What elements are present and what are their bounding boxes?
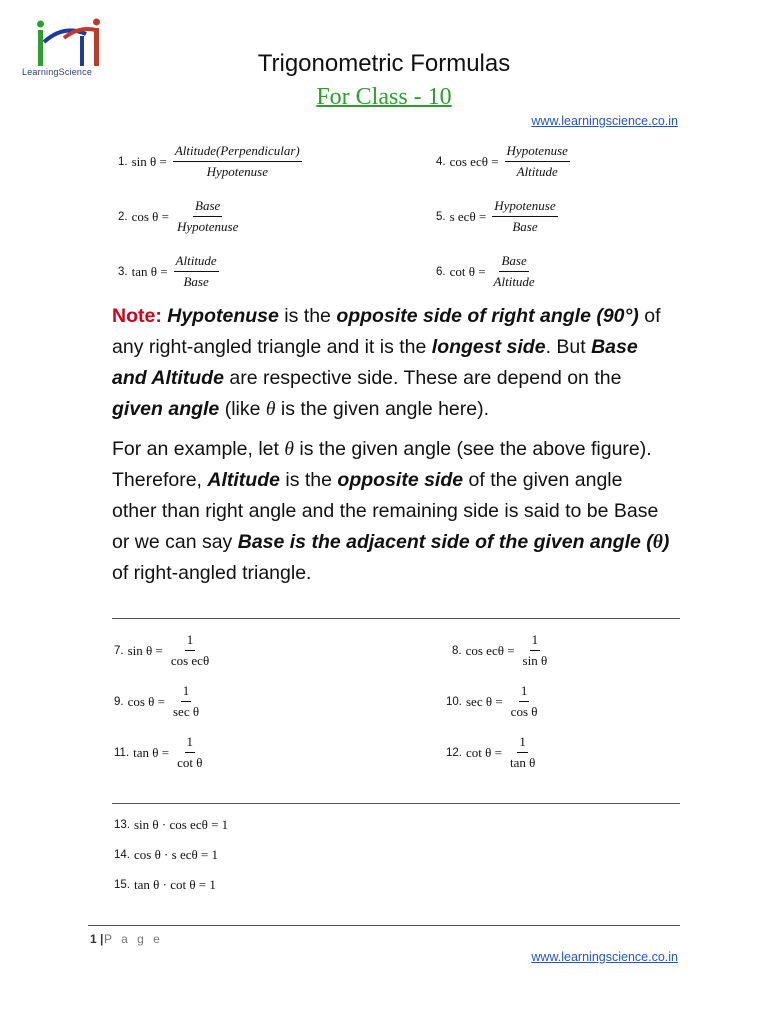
formula-4 <box>436 143 570 180</box>
note-paragraph <box>112 301 672 425</box>
numerator: Altitude(Perpendicular) <box>173 143 302 162</box>
term-opposite-side: opposite side <box>337 469 464 491</box>
text: (like <box>219 398 266 420</box>
formula-15 <box>114 877 216 893</box>
page-number: 1 | <box>90 932 104 946</box>
term-base-adjacent: Base is the adjacent side of the given angle ( <box>237 531 653 553</box>
formula-expression: cos θ · s ecθ = 1 <box>134 847 219 862</box>
text: are respective side. These are depend on the <box>223 367 622 389</box>
denominator: sec θ <box>172 704 200 719</box>
denominator: Altitude <box>516 164 558 179</box>
formula-lhs: cos ecθ = <box>449 153 499 169</box>
denominator: Hypotenuse <box>206 164 268 179</box>
numerator: 1 <box>185 734 196 753</box>
example-paragraph <box>112 434 672 589</box>
numerator: 1 <box>181 683 192 702</box>
formula-2 <box>118 198 240 235</box>
formula-lhs: cot θ = <box>449 263 486 279</box>
text: is the given angle (see the above figure). Therefore, <box>112 438 652 491</box>
formula-number: 9. <box>114 695 124 708</box>
numerator: Hypotenuse <box>492 198 557 217</box>
formula-1 <box>118 143 302 180</box>
formula-lhs: s ecθ = <box>449 208 487 224</box>
numerator: 1 <box>519 683 530 702</box>
numerator: Base <box>499 253 528 272</box>
text: of any right-angled triangle and it is the <box>112 305 661 358</box>
formula-lhs: sin θ = <box>127 642 163 658</box>
formula-number: 3. <box>118 265 128 278</box>
theta-symbol: θ <box>652 532 663 553</box>
formula-lhs: tan θ = <box>131 263 168 279</box>
formula-lhs: sin θ = <box>131 153 167 169</box>
formula-11 <box>114 734 204 771</box>
term-altitude: Altitude <box>207 469 280 491</box>
formula-expression: sin θ · cos ecθ = 1 <box>134 817 229 832</box>
page-title: Trigonometric Formulas <box>257 50 511 77</box>
numerator: Base <box>193 198 222 217</box>
numerator: Altitude <box>174 253 219 272</box>
formula-9 <box>114 683 201 720</box>
term-longest-side: longest side <box>431 336 546 358</box>
denominator: Base <box>512 219 538 234</box>
text: of the given angle other than right angle and the remaining side is said to be Base or we can say <box>112 469 659 553</box>
note-label: Note: <box>112 305 162 327</box>
formula-10 <box>446 683 539 720</box>
formula-8 <box>452 632 549 669</box>
formula-number: 10. <box>446 695 462 708</box>
numerator: 1 <box>185 632 196 651</box>
formula-12 <box>446 734 537 771</box>
formula-number: 11. <box>114 746 130 759</box>
term-base-altitude: Base and Altitude <box>112 336 638 389</box>
denominator: cos θ <box>510 704 538 719</box>
numerator: 1 <box>530 632 541 651</box>
divider-2 <box>112 803 680 804</box>
text: is the <box>279 469 338 491</box>
text: is the given angle here). <box>275 398 490 420</box>
numerator: Hypotenuse <box>505 143 570 162</box>
website-link-bottom[interactable]: www.learningscience.co.in <box>531 950 678 964</box>
formula-lhs: cos θ = <box>131 208 169 224</box>
formula-number: 6. <box>436 265 446 278</box>
text: ) <box>662 531 670 553</box>
formula-number: 5. <box>436 210 446 223</box>
formula-13 <box>114 817 228 833</box>
denominator: Hypotenuse <box>176 219 239 234</box>
formula-lhs: cos ecθ = <box>465 642 515 658</box>
formula-number: 1. <box>118 155 128 168</box>
text: of right-angled triangle. <box>112 562 312 584</box>
formula-6 <box>436 253 537 290</box>
text: is the <box>278 305 337 327</box>
formula-number: 14. <box>114 849 130 861</box>
page-word: P a g e <box>104 932 163 946</box>
denominator: cot θ <box>177 755 203 770</box>
website-link-top[interactable]: www.learningscience.co.in <box>531 114 678 128</box>
formula-lhs: tan θ = <box>133 744 170 760</box>
formula-lhs: cos θ = <box>127 693 165 709</box>
term-given-angle: given angle <box>112 398 220 420</box>
formula-number: 7. <box>114 644 124 657</box>
numerator: 1 <box>517 734 528 753</box>
formula-5 <box>436 198 558 235</box>
divider-1 <box>112 618 680 619</box>
term-hypotenuse: Hypotenuse <box>167 305 279 327</box>
formula-expression: tan θ · cot θ = 1 <box>134 877 216 892</box>
denominator: sin θ <box>522 653 548 668</box>
footer-divider <box>88 925 680 926</box>
formula-number: 4. <box>436 155 446 168</box>
logo-text: LearningScience <box>22 67 93 77</box>
formula-number: 12. <box>446 746 462 759</box>
formula-lhs: cot θ = <box>466 744 502 760</box>
denominator: Altitude <box>493 274 535 289</box>
theta-symbol: θ <box>265 399 276 420</box>
formula-number: 15. <box>114 879 130 891</box>
theta-symbol: θ <box>284 439 294 460</box>
formula-7 <box>114 632 211 669</box>
formula-lhs: sec θ = <box>466 693 503 709</box>
text: . But <box>545 336 592 358</box>
term-opposite-right-angle: opposite side of right angle (90°) <box>336 305 639 327</box>
formula-14 <box>114 847 218 863</box>
formula-3 <box>118 253 219 290</box>
page-subtitle: For Class - 10 <box>316 84 452 110</box>
denominator: Base <box>183 274 209 289</box>
denominator: cos ecθ <box>170 653 210 668</box>
text: For an example, let <box>112 438 285 460</box>
denominator: tan θ <box>509 755 536 770</box>
formula-number: 8. <box>452 644 462 657</box>
formula-number: 2. <box>118 210 128 223</box>
formula-number: 13. <box>114 819 130 831</box>
